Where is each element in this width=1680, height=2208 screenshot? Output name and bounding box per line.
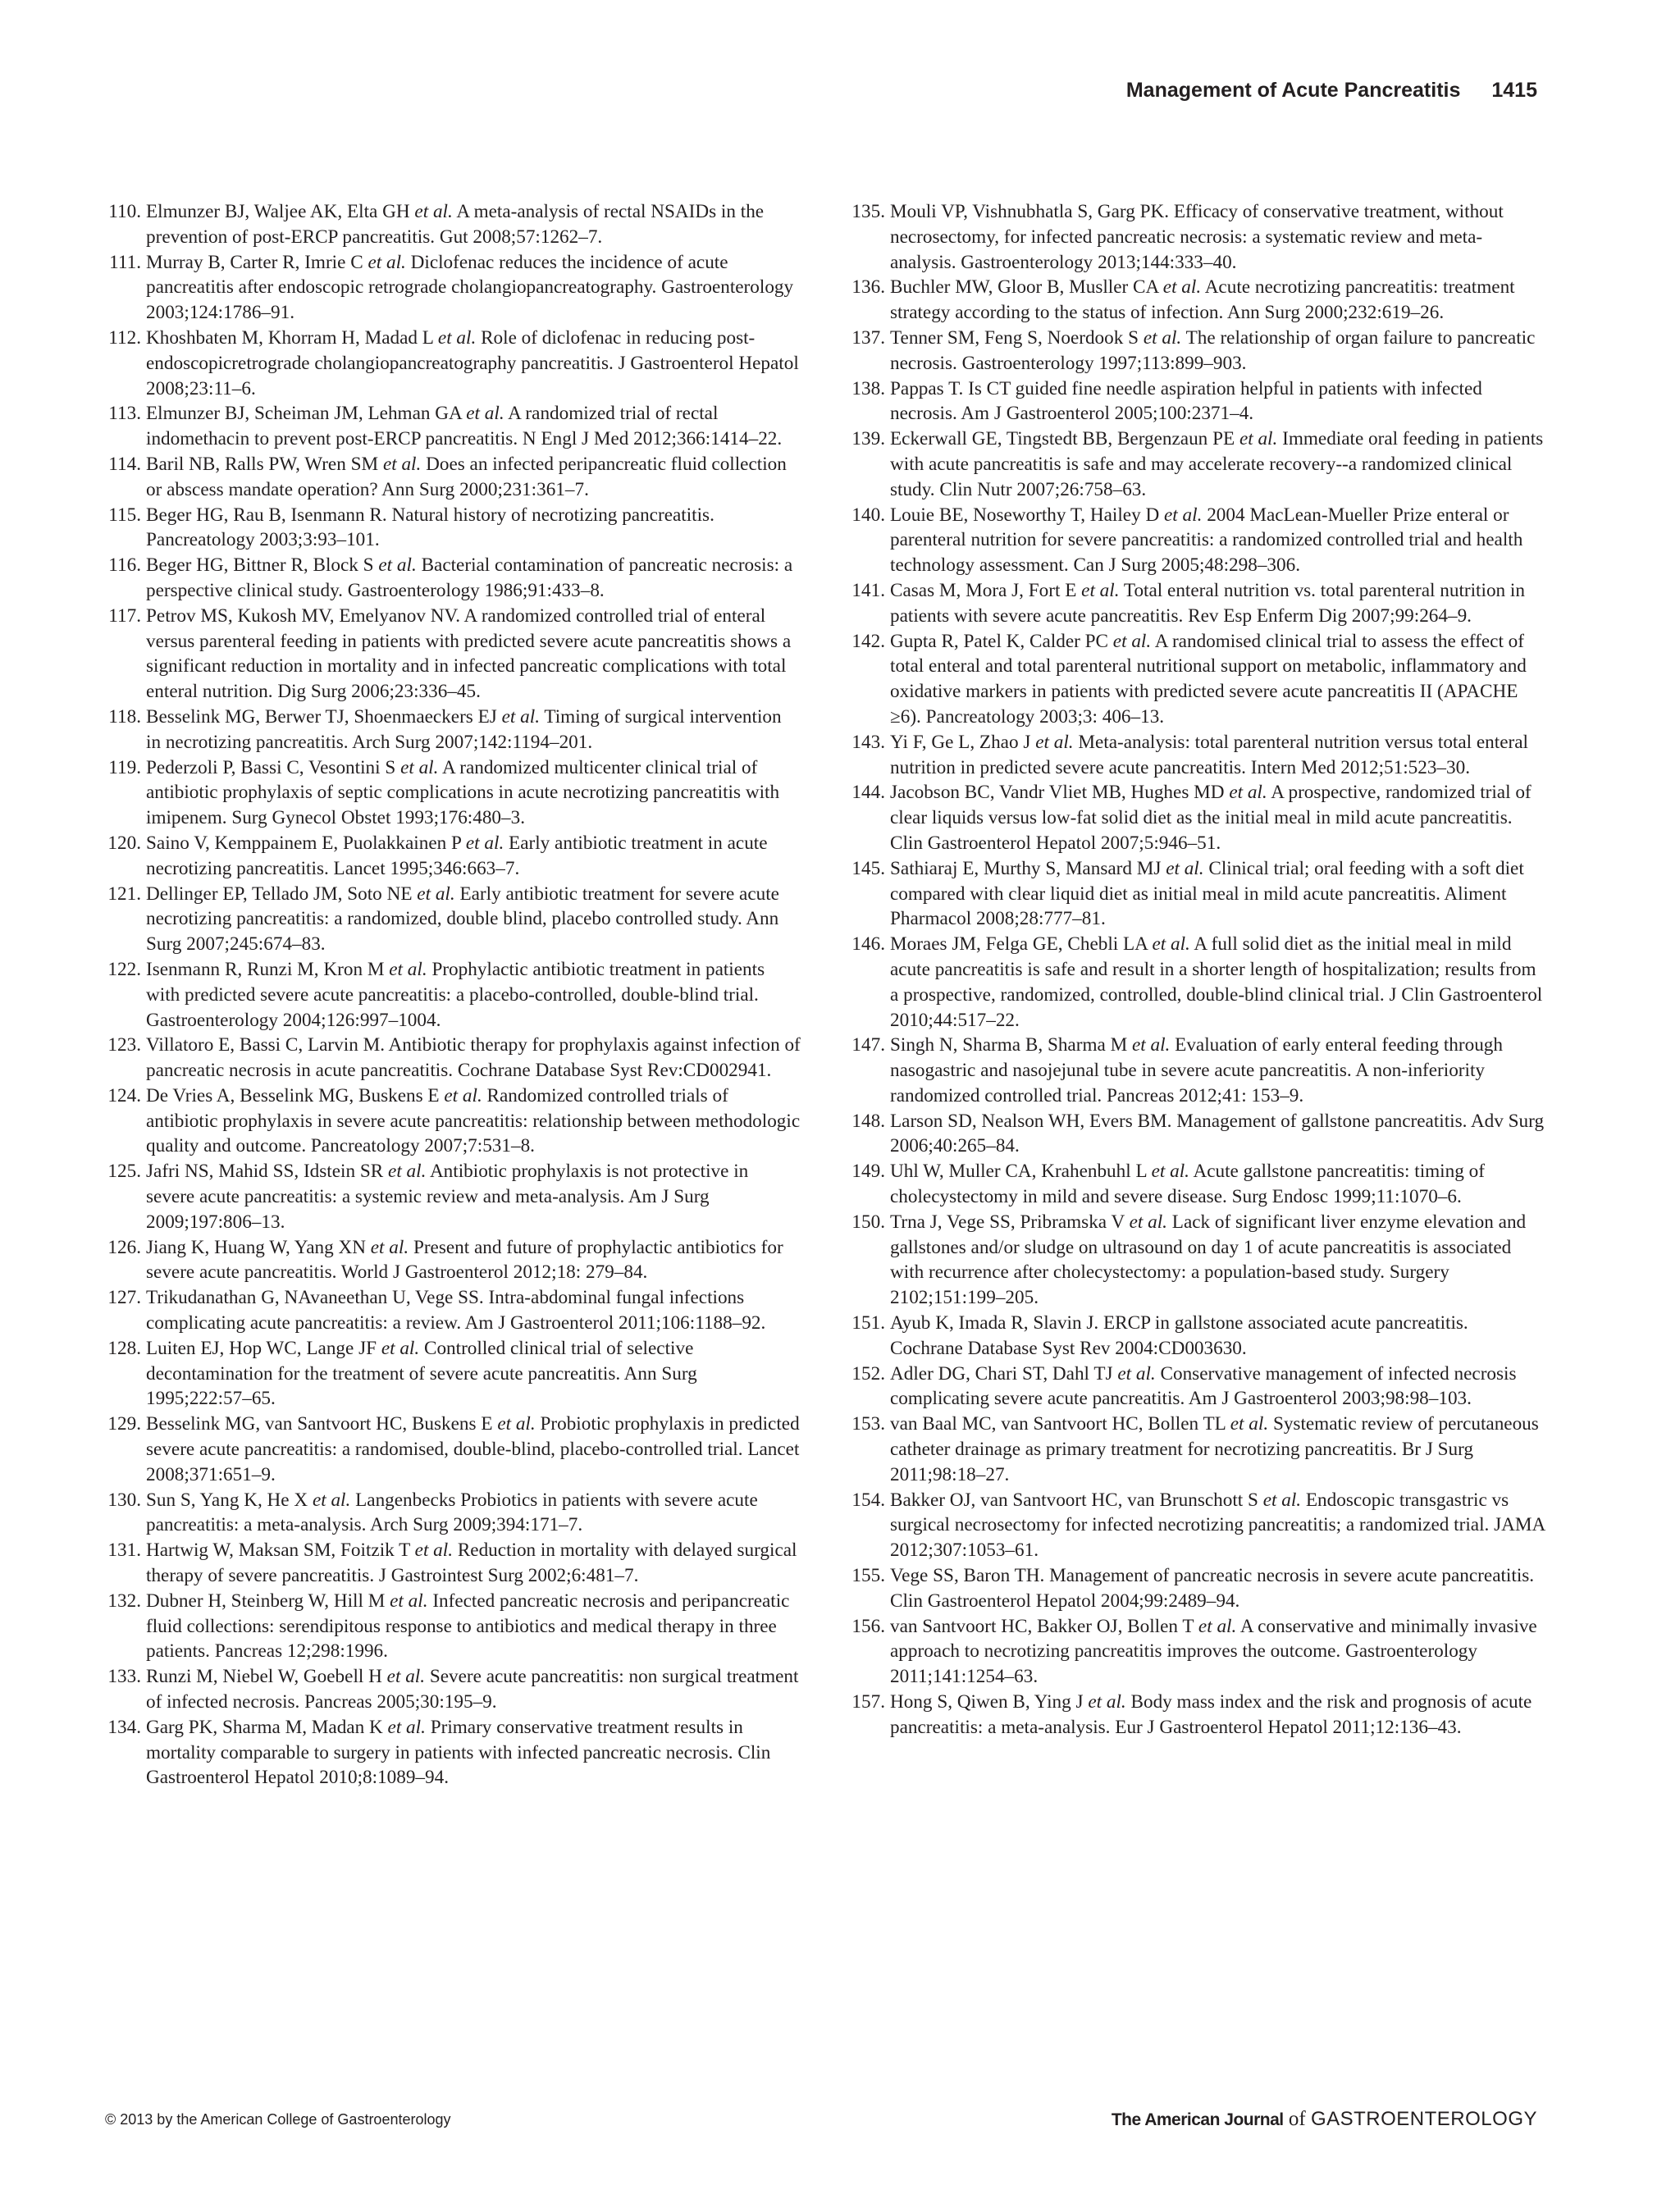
reference-text: Beger HG, Rau B, Isenmann R. Natural history of necrotizing pancreatitis. Pancreatology 2003;3:93–101. <box>146 504 714 551</box>
reference-number: 119. <box>108 756 141 778</box>
reference-text: Lack of significant liver enzyme elevation and gallstones and/or sludge on ultrasound on day 1 of acute pancreatitis is associated with recurrence after cholecystectomy: a population-based study. Surgery 2102;151:199–205. <box>890 1211 1527 1309</box>
reference-et-al: et al. <box>1129 1211 1167 1233</box>
reference-et-al: et al. <box>378 554 417 577</box>
reference-number: 155. <box>851 1565 885 1587</box>
reference-item <box>849 1033 1545 1108</box>
reference-authors: Hong S, Qiwen B, Ying J <box>890 1691 1084 1713</box>
reference-text: Bacterial contamination of pancreatic necrosis: a perspective clinical study. Gastroenterology 1986;91:433–8. <box>146 554 793 601</box>
reference-item <box>849 856 1545 932</box>
reference-number: 146. <box>851 933 885 956</box>
reference-authors: Eckerwall GE, Tingstedt BB, Bergenzaun PE <box>890 428 1235 450</box>
reference-authors: Murray B, Carter R, Imrie C <box>146 251 363 273</box>
reference-item <box>849 1614 1545 1690</box>
reference-item <box>105 831 801 882</box>
reference-et-al: et al. <box>1262 1489 1302 1511</box>
reference-number: 152. <box>851 1362 885 1385</box>
reference-number: 133. <box>107 1666 141 1688</box>
reference-number: 144. <box>851 782 885 804</box>
reference-authors: Isenmann R, Runzi M, Kron M <box>146 958 385 980</box>
reference-text: Clinical trial; oral feeding with a soft diet compared with clear liquid diet as initial meal in mild acute pancreatitis. Aliment Pharmacol 2008;28:777–81. <box>890 857 1524 930</box>
reference-number: 140. <box>851 504 885 526</box>
reference-authors: Gupta R, Patel K, Calder PC <box>890 630 1108 652</box>
reference-et-al: et al. <box>444 1084 482 1106</box>
reference-item <box>849 1362 1545 1412</box>
reference-et-al: et al. <box>1112 630 1152 652</box>
reference-item <box>849 326 1545 376</box>
reference-authors: Hartwig W, Maksan SM, Foitzik T <box>146 1540 410 1562</box>
reference-et-al: et al. <box>1198 1615 1237 1637</box>
reference-number: 135. <box>851 201 885 222</box>
reference-authors: Jacobson BC, Vandr Vliet MB, Hughes MD <box>890 782 1225 804</box>
reference-authors: Bakker OJ, van Santvoort HC, van Brunschott S <box>890 1489 1258 1511</box>
reference-text: Randomized controlled trials of antibiotic prophylaxis in severe acute pancreatitis: relationship between methodologic quality and outcome. Pancreatology 2007;7:531–8. <box>146 1084 801 1157</box>
reference-number: 111. <box>109 251 141 273</box>
reference-et-al: et al. <box>1088 1691 1126 1713</box>
reference-item <box>105 250 801 326</box>
reference-authors: Moraes JM, Felga GE, Chebli LA <box>890 933 1148 956</box>
reference-text: Early antibiotic treatment for severe acute necrotizing pancreatitis: a randomized, double blind, placebo controlled study. Ann Surg 2007;245:674–83. <box>146 883 779 956</box>
reference-text: Endoscopic transgastric vs surgical necrosectomy for infected necrotizing pancreatitis; a randomized trial. JAMA 2012;307:1053–61. <box>890 1489 1545 1562</box>
reference-et-al: et al. <box>1151 1161 1189 1183</box>
reference-text: Petrov MS, Kukosh MV, Emelyanov NV. A randomized controlled trial of enteral versus parenteral feeding in patients with predicted severe acute pancreatitis shows a significant reduction in mortality and in infected pancreatic complications with total enteral nutrition. Dig Surg 2006;23:336–45. <box>146 604 792 703</box>
reference-text: Prophylactic antibiotic treatment in patients with predicted severe acute pancreatitis: a placebo-controlled, double-blind trial. Gastroenterology 2004;126:997–1004. <box>146 958 765 1031</box>
reference-authors: Sun S, Yang K, He X <box>146 1489 308 1511</box>
reference-number: 114. <box>108 453 141 475</box>
reference-et-al: et al. <box>1131 1034 1171 1056</box>
reference-item <box>849 780 1545 855</box>
reference-item <box>105 1538 801 1589</box>
reference-item <box>849 578 1545 629</box>
reference-text: The relationship of organ failure to pancreatic necrosis. Gastroenterology 1997;113:899–903. <box>890 326 1536 374</box>
reference-authors: Casas M, Mora J, Fort E <box>890 579 1077 601</box>
reference-item <box>105 503 801 554</box>
reference-authors: Jafri NS, Mahid SS, Idstein SR <box>146 1161 384 1183</box>
reference-number: 112. <box>108 326 141 349</box>
reference-text: Conservative management of infected necrosis complicating severe acute pancreatitis. Am J Gastroenterol 2003;98:98–103. <box>890 1362 1517 1410</box>
reference-item <box>105 401 801 452</box>
reference-text: Ayub K, Imada R, Slavin J. ERCP in gallstone associated acute pancreatitis. Cochrane Database Syst Rev 2004:CD003630. <box>890 1312 1468 1359</box>
reference-item <box>849 1159 1545 1210</box>
reference-text: Body mass index and the risk and prognosis of acute pancreatitis: a meta-analysis. Eur J Gastroenterol Hepatol 2011;12:136–43. <box>890 1691 1532 1738</box>
reference-text: Does an infected peripancreatic fluid collection or abscess mandate operation? Ann Surg 2000;231:361–7. <box>146 453 787 500</box>
reference-authors: Garg PK, Sharma M, Madan K <box>146 1716 383 1738</box>
reference-number: 147. <box>851 1034 885 1056</box>
reference-et-al: et al. <box>417 883 455 905</box>
reference-text: Diclofenac reduces the incidence of acute pancreatitis after endoscopic retrograde cholangiopancreatography. Gastroenterology 2003;124:1786–91. <box>146 251 794 324</box>
reference-et-al: et al. <box>312 1489 351 1511</box>
reference-et-al: et al. <box>437 326 477 349</box>
reference-item <box>105 1235 801 1286</box>
references-left-column <box>105 199 801 1791</box>
reference-item <box>105 957 801 1033</box>
reference-item <box>849 629 1545 730</box>
reference-text: A randomized trial of rectal indomethacin to prevent post-ERCP pancreatitis. N Engl J Med 2012;366:1414–22. <box>146 403 783 450</box>
reference-item <box>105 1033 801 1083</box>
reference-number: 131. <box>107 1540 141 1562</box>
reference-number: 121. <box>107 883 141 905</box>
reference-authors: Louie BE, Noseworthy T, Hailey D <box>890 504 1160 526</box>
reference-number: 157. <box>851 1691 885 1713</box>
reference-et-al: et al. <box>501 705 540 728</box>
reference-item <box>849 1412 1545 1487</box>
reference-item <box>105 1664 801 1715</box>
reference-item <box>849 1109 1545 1160</box>
reference-et-al: et al. <box>1035 731 1074 753</box>
reference-number: 122. <box>107 958 141 980</box>
reference-et-al: et al. <box>1152 933 1190 956</box>
reference-number: 138. <box>851 377 885 399</box>
reference-text: A full solid diet as the initial meal in mild acute pancreatitis is safe and result in a shorter length of hospitalization; results from a prospective, randomized, controlled, double-blind clinical trial. J Clin Gastroenterol 2010;44:517–22. <box>890 933 1543 1031</box>
reference-et-al: et al. <box>1117 1362 1156 1385</box>
footer-journal-part1: The American Journal <box>1111 2110 1284 2129</box>
footer-journal-name <box>1112 2108 1537 2131</box>
reference-text: Primary conservative treatment results in mortality comparable to surgery in patients with infected pancreatic necrosis. Clin Gastroenterol Hepatol 2010;8:1089–94. <box>146 1716 771 1789</box>
reference-authors: Runzi M, Niebel W, Goebell H <box>146 1666 382 1688</box>
reference-text: Vege SS, Baron TH. Management of pancreatic necrosis in severe acute pancreatitis. Clin Gastroenterol Hepatol 2004;99:2489–94. <box>890 1565 1535 1612</box>
reference-authors: Besselink MG, Berwer TJ, Shoenmaeckers EJ <box>146 705 497 728</box>
reference-authors: Trna J, Vege SS, Pribramska V <box>890 1211 1125 1233</box>
reference-text: Probiotic prophylaxis in predicted severe acute pancreatitis: a randomised, double-blind, placebo-controlled trial. Lancet 2008;371:651–9. <box>146 1413 800 1485</box>
reference-number: 156. <box>851 1615 885 1637</box>
reference-item <box>105 882 801 957</box>
reference-number: 149. <box>851 1161 885 1183</box>
reference-number: 145. <box>851 857 885 879</box>
reference-text: Severe acute pancreatitis: non surgical treatment of infected necrosis. Pancreas 2005;30:195–9. <box>146 1666 799 1713</box>
reference-item <box>105 1488 801 1539</box>
reference-authors: Yi F, Ge L, Zhao J <box>890 731 1031 753</box>
reference-et-al: et al. <box>497 1413 536 1435</box>
reference-number: 142. <box>851 630 885 652</box>
reference-et-al: et al. <box>1229 782 1267 804</box>
reference-text: Antibiotic prophylaxis is not protective in severe acute pancreatitis: a systemic review and meta-analysis. Am J Surg 2009;197:806–13. <box>146 1161 749 1233</box>
reference-et-al: et al. <box>390 1590 428 1612</box>
reference-text: Evaluation of early enteral feeding through nasogastric and nasojejunal tube in severe acute pancreatitis. A non-inferiority randomized controlled trial. Pancreas 2012;41: 153–9. <box>890 1034 1503 1106</box>
reference-authors: De Vries A, Besselink MG, Buskens E <box>146 1084 440 1106</box>
page-number: 1415 <box>1491 79 1537 102</box>
reference-authors: Jiang K, Huang W, Yang XN <box>146 1236 366 1258</box>
reference-authors: Singh N, Sharma B, Sharma M <box>890 1034 1128 1056</box>
reference-et-al: et al. <box>414 201 453 222</box>
running-head <box>1126 79 1537 103</box>
reference-number: 153. <box>851 1413 885 1435</box>
reference-et-al: et al. <box>1143 326 1182 349</box>
reference-number: 143. <box>851 731 885 753</box>
reference-item <box>105 1336 801 1412</box>
reference-number: 125. <box>107 1161 141 1183</box>
reference-number: 120. <box>107 832 141 854</box>
reference-et-al: et al. <box>1166 857 1204 879</box>
reference-authors: Buchler MW, Gloor B, Musller CA <box>890 276 1158 299</box>
reference-authors: Dubner H, Steinberg W, Hill M <box>146 1590 386 1612</box>
reference-text: Controlled clinical trial of selective decontamination for the treatment of severe acute pancreatitis. Ann Surg 1995;222:57–65. <box>146 1337 697 1410</box>
reference-item <box>849 932 1545 1033</box>
reference-text: A randomised clinical trial to assess the effect of total enteral and total parenteral nutritional support on metabolic, inflammatory and oxidative markers in patients with predicted severe acute pancreatitis II (APACHE ≥6). Pancreatology 2003;3: 406–13. <box>890 630 1527 728</box>
reference-item <box>105 755 801 831</box>
reference-text: Reduction in mortality with delayed surgical therapy of severe pancreatitis. J Gastrointest Surg 2002;6:481–7. <box>146 1540 797 1587</box>
reference-number: 148. <box>851 1110 885 1132</box>
reference-authors: van Baal MC, van Santvoort HC, Bollen TL <box>890 1413 1226 1435</box>
footer-copyright: © 2013 by the American College of Gastroenterology <box>105 2111 451 2128</box>
reference-item <box>105 1715 801 1791</box>
reference-et-al: et al. <box>414 1540 454 1562</box>
reference-text: Langenbecks Probiotics in patients with severe acute pancreatitis: a meta-analysis. Arch Surg 2009;394:171–7. <box>146 1489 758 1536</box>
reference-authors: Khoshbaten M, Khorram H, Madad L <box>146 326 434 349</box>
reference-authors: Luiten EJ, Hop WC, Lange JF <box>146 1337 377 1359</box>
reference-text: Total enteral nutrition vs. total parenteral nutrition in patients with severe acute pancreatitis. Rev Esp Enferm Dig 2007;99:264–9. <box>890 579 1525 627</box>
reference-et-al: et al. <box>1081 579 1120 601</box>
reference-authors: Baril NB, Ralls PW, Wren SM <box>146 453 379 475</box>
reference-authors: Elmunzer BJ, Scheiman JM, Lehman GA <box>146 403 462 425</box>
reference-item <box>105 1589 801 1664</box>
reference-text: A randomized multicenter clinical trial of antibiotic prophylaxis of septic complications in acute necrotizing pancreatitis with imipenem. Surg Gynecol Obstet 1993;176:480–3. <box>146 756 780 829</box>
reference-number: 127. <box>107 1287 141 1309</box>
reference-item <box>105 1083 801 1159</box>
reference-text: Infected pancreatic necrosis and peripancreatic fluid collections: serendipitous response to antibiotics and medical therapy in three patients. Pancreas 12;298:1996. <box>146 1590 790 1663</box>
reference-number: 117. <box>108 604 141 627</box>
footer-journal-part3: GASTROENTEROLOGY <box>1310 2108 1537 2130</box>
reference-item <box>849 427 1545 502</box>
reference-item <box>849 1311 1545 1362</box>
reference-item <box>849 275 1545 326</box>
reference-item <box>849 1488 1545 1563</box>
reference-et-al: et al. <box>465 832 504 854</box>
reference-item <box>105 1159 801 1234</box>
reference-text: Acute gallstone pancreatitis: timing of cholecystectomy in mild and severe disease. Surg Endosc 1999;11:1070–6. <box>890 1161 1485 1208</box>
reference-number: 154. <box>851 1489 885 1511</box>
reference-text: Acute necrotizing pancreatitis: treatment strategy according to the status of infection. Ann Surg 2000;232:619–26. <box>890 276 1515 324</box>
reference-authors: Tenner SM, Feng S, Noerdook S <box>890 326 1139 349</box>
reference-number: 126. <box>107 1236 141 1258</box>
reference-item <box>849 1210 1545 1311</box>
running-head-title: Management of Acute Pancreatitis <box>1125 79 1461 102</box>
reference-number: 132. <box>107 1590 141 1612</box>
reference-text: A prospective, randomized trial of clear liquids versus low-fat solid diet as the initial meal in mild acute pancreatitis. Clin Gastroenterol Hepatol 2007;5:946–51. <box>890 782 1532 854</box>
reference-et-al: et al. <box>387 1716 426 1738</box>
reference-text: Immediate oral feeding in patients with acute pancreatitis is safe and may accelerate recovery--a randomized clinical study. Clin Nutr 2007;26:758–63. <box>890 428 1544 500</box>
reference-text: Mouli VP, Vishnubhatla S, Garg PK. Efficacy of conservative treatment, without necrosectomy, for infected pancreatic necrosis: a systematic review and meta-analysis. Gastroenterology 2013;144:333–40. <box>890 201 1504 273</box>
reference-number: 116. <box>108 554 141 577</box>
reference-item <box>105 452 801 503</box>
reference-text: Villatoro E, Bassi C, Larvin M. Antibiotic therapy for prophylaxis against infection of pancreatic necrosis in acute pancreatitis. Cochrane Database Syst Rev:CD002941. <box>146 1034 801 1082</box>
reference-number: 128. <box>107 1337 141 1359</box>
reference-number: 110. <box>108 201 141 222</box>
reference-authors: Elmunzer BJ, Waljee AK, Elta GH <box>146 201 410 222</box>
reference-authors: Adler DG, Chari ST, Dahl TJ <box>890 1362 1113 1385</box>
reference-et-al: et al. <box>400 756 439 778</box>
references-right-column <box>849 199 1545 1740</box>
reference-et-al: et al. <box>1239 428 1278 450</box>
reference-et-al: et al. <box>389 958 427 980</box>
footer-journal-part2: of <box>1288 2108 1306 2130</box>
reference-text: Present and future of prophylactic antibiotics for severe acute pancreatitis. World J Gastroenterol 2012;18: 279–84. <box>146 1236 783 1284</box>
reference-number: 150. <box>851 1211 885 1233</box>
reference-authors: Sathiaraj E, Murthy S, Mansard MJ <box>890 857 1162 879</box>
reference-text: 2004 MacLean-Mueller Prize enteral or parenteral nutrition for severe pancreatitis: a randomized controlled trial and health technology assessment. Can J Surg 2005;48:298–306. <box>890 504 1523 577</box>
reference-number: 129. <box>107 1413 141 1435</box>
reference-et-al: et al. <box>1162 276 1202 299</box>
reference-text: Early antibiotic treatment in acute necrotizing pancreatitis. Lancet 1995;346:663–7. <box>146 832 768 879</box>
reference-number: 134. <box>107 1716 141 1738</box>
reference-authors: Uhl W, Muller CA, Krahenbuhl L <box>890 1161 1147 1183</box>
reference-authors: Dellinger EP, Tellado JM, Soto NE <box>146 883 413 905</box>
reference-number: 151. <box>851 1312 885 1334</box>
reference-item <box>849 199 1545 275</box>
reference-text: Pappas T. Is CT guided fine needle aspiration helpful in patients with infected necrosis. Am J Gastroenterol 2005;100:2371–4. <box>890 377 1482 425</box>
reference-et-al: et al. <box>368 251 406 273</box>
reference-item <box>105 1412 801 1487</box>
reference-text: Meta-analysis: total parenteral nutrition versus total enteral nutrition in predicted severe acute pancreatitis. Intern Med 2012;51:523–30. <box>890 731 1528 778</box>
reference-item <box>849 1563 1545 1614</box>
reference-text: A conservative and minimally invasive approach to necrotizing pancreatitis improves the outcome. Gastroenterology 2011;141:1254–63. <box>890 1615 1537 1688</box>
reference-text: Systematic review of percutaneous catheter drainage as primary treatment for necrotizing pancreatitis. Br J Surg 2011;98:18–27. <box>890 1413 1539 1485</box>
reference-number: 137. <box>851 326 885 349</box>
reference-et-al: et al. <box>382 453 422 475</box>
reference-et-al: et al. <box>386 1666 426 1688</box>
reference-et-al: et al. <box>381 1337 420 1359</box>
reference-item <box>849 376 1545 427</box>
reference-authors: Besselink MG, van Santvoort HC, Buskens E <box>146 1413 493 1435</box>
reference-number: 118. <box>108 705 141 728</box>
reference-et-al: et al. <box>1230 1413 1269 1435</box>
reference-item <box>105 553 801 604</box>
reference-number: 141. <box>851 579 885 601</box>
reference-et-al: et al. <box>370 1236 409 1258</box>
reference-item <box>105 199 801 250</box>
reference-authors: Saino V, Kemppainem E, Puolakkainen P <box>146 832 462 854</box>
reference-authors: van Santvoort HC, Bakker OJ, Bollen T <box>890 1615 1194 1637</box>
reference-number: 130. <box>107 1489 141 1511</box>
reference-text: Timing of surgical intervention in necrotizing pancreatitis. Arch Surg 2007;142:1194–201. <box>146 705 782 753</box>
reference-et-al: et al. <box>1164 504 1203 526</box>
reference-number: 115. <box>108 504 141 526</box>
reference-item <box>105 705 801 755</box>
reference-item <box>849 730 1545 781</box>
reference-item <box>849 1690 1545 1740</box>
reference-number: 113. <box>108 403 141 425</box>
reference-text: Trikudanathan G, NAvaneethan U, Vege SS. Intra-abdominal fungal infections complicating acute pancreatitis: a review. Am J Gastroenterol 2011;106:1188–92. <box>146 1287 766 1334</box>
reference-text: Larson SD, Nealson WH, Evers BM. Management of gallstone pancreatitis. Adv Surg 2006;40:265–84. <box>890 1110 1545 1157</box>
reference-text: Role of diclofenac in reducing post-endoscopicretrograde cholangiopancreatography pancreatitis. J Gastroenterol Hepatol 2008;23:11–6. <box>146 326 799 399</box>
reference-item <box>849 503 1545 578</box>
reference-text: A meta-analysis of rectal NSAIDs in the prevention of post-ERCP pancreatitis. Gut 2008;57:1262–7. <box>146 201 765 248</box>
reference-et-al: et al. <box>388 1161 427 1183</box>
reference-number: 136. <box>851 276 885 299</box>
reference-authors: Pederzoli P, Bassi C, Vesontini S <box>146 756 396 778</box>
reference-item <box>105 1285 801 1336</box>
reference-number: 139. <box>851 428 885 450</box>
reference-et-al: et al. <box>466 403 504 425</box>
reference-number: 124. <box>107 1084 141 1106</box>
reference-item <box>105 604 801 705</box>
reference-item <box>105 326 801 401</box>
reference-authors: Beger HG, Bittner R, Block S <box>146 554 374 577</box>
reference-number: 123. <box>107 1034 141 1056</box>
